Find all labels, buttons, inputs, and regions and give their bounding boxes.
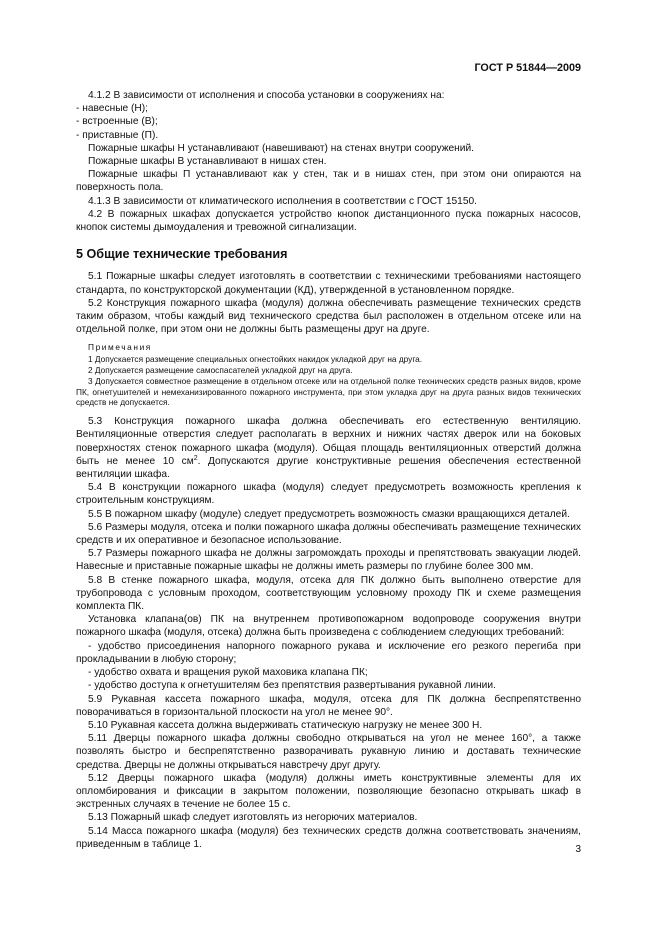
paragraph: 5.14 Масса пожарного шкафа (модуля) без технических средств должна соответствовать значениям, приведенным в таблице 1. — [76, 825, 581, 850]
paragraph: Установка клапана(ов) ПК на внутреннем противопожарном водопроводе сооружения внутри пожарного шкафа (модуля, отсека) должна быть произведена с соблюдением следующих требований: — [76, 614, 581, 639]
list-item: - удобство присоединения напорного пожарного рукава и исключение его резкого перегиба при прокладывании в любую сторону; — [76, 640, 581, 665]
paragraph: 5.10 Рукавная кассета должна выдерживать статическую нагрузку не менее 300 Н. — [88, 719, 483, 731]
document-header: ГОСТ Р 51844—2009 — [474, 62, 581, 74]
page-number: 3 — [575, 844, 581, 855]
paragraph: 5.7 Размеры пожарного шкафа не должны загромождать проходы и препятствовать эвакуации людей. Навесные и приставные пожарные шкафы не должны иметь размеры по глубине более 300 мм. — [76, 548, 581, 573]
paragraph-5-3 — [76, 415, 581, 481]
notes-title: Примечания — [88, 342, 152, 353]
note-item: 1 Допускается размещение специальных огнестойких накидок укладкой друг на друга. — [88, 354, 423, 365]
paragraph: 4.1.3 В зависимости от климатического исполнения в соответствии с ГОСТ 15150. — [88, 195, 477, 207]
list-item: - встроенные (В); — [76, 116, 158, 128]
clause-4-list — [76, 89, 581, 234]
paragraph: 5.11 Дверцы пожарного шкафа должны свободно открываться на угол не менее 160°, а также позволять быстро и беспрепятственно разворачивать рукавную линию и доставать технические средства. Дверцы не должны открываться навстречу друг другу. — [76, 733, 581, 771]
paragraph: 5.4 В конструкции пожарного шкафа (модуля) следует предусмотреть возможность крепления к строительным конструкциям. — [76, 482, 581, 507]
paragraph: 5.12 Дверцы пожарного шкафа (модуля) должны иметь конструктивные элементы для их опломбирования и фиксации в закрытом положении, позволяющие безопасно открывать шкаф в экстренных случаях в течение не более 15 с. — [76, 772, 581, 811]
paragraph: 4.2 В пожарных шкафах допускается устройство кнопок дистанционного пуска пожарных насосов, кнопок системы дымоудаления и тревожной сигнализации. — [76, 208, 581, 234]
list-item: - удобство доступа к огнетушителям без препятствия развертывания рукавной линии. — [88, 680, 496, 692]
paragraph: Пожарные шкафы Н устанавливают (навешивают) на стенах внутри сооружений. — [88, 142, 475, 154]
paragraph: 5.6 Размеры модуля, отсека и полки пожарного шкафа должны обеспечивать размещение технических средств и их оперативное и безопасное использование. — [76, 521, 581, 547]
list-item: - навесные (Н); — [76, 103, 148, 115]
note-item: 3 Допускается совместное размещение в отдельном отсеке или на отдельной полке технических средств разных видов, кроме ПК, огнетушителей и немеханизированного пожарного инструмента, при этом укладка друг на друга разных видов технических средств не допускается. — [76, 375, 581, 408]
paragraph: 5.5 В пожарном шкафу (модуле) следует предусмотреть возможность смазки вращающихся деталей. — [88, 508, 570, 520]
paragraph: 5.2 Конструкция пожарного шкафа (модуля) должна обеспечивать размещение технических средств таким образом, чтобы каждый вид технического средства был расположен в отдельном отсеке или на отдельной полке, при этом они не должны быть размещены друг на друге. — [76, 297, 581, 336]
paragraph-text: . Допускаются другие конструктивные решения обеспечения естественной вентиляции шкафа. — [76, 455, 581, 481]
list-item: - приставные (П). — [76, 129, 159, 141]
list-item: - удобство охвата и вращения рукой маховика клапана ПК; — [88, 667, 368, 679]
superscript: 2 — [193, 454, 198, 462]
paragraph: 4.1.2 В зависимости от исполнения и способа установки в сооружениях на: — [88, 90, 445, 101]
notes-block — [76, 342, 581, 408]
section-title: 5 Общие технические требования — [76, 247, 288, 262]
note-item: 2 Допускается размещение самоспасателей укладкой друг на друга. — [88, 365, 353, 376]
paragraph: Пожарные шкафы В устанавливают в нишах стен. — [88, 156, 327, 168]
paragraph-text: 5.3 Конструкция пожарного шкафа должна обеспечивать его естественную вентиляцию. Вентиляционные отверстия следует располагать в верхних и нижних частях дверок или на боковых поверхностях стенок пожарного шкафа (модуля). Общая площадь вентиляционных отверстий должна быть не менее 10 см — [76, 416, 581, 467]
paragraph: 5.8 В стенке пожарного шкафа, модуля, отсека для ПК должно быть выполнено отверстие для трубопровода с условным проходом, соответствующим условному проходу ПК и схеме размещения комплекта ПК. — [76, 574, 581, 613]
paragraph: 5.1 Пожарные шкафы следует изготовлять в соответствии с техническими требованиями настоящего стандарта, по конструкторской документации (КД), утвержденной в установленном порядке. — [76, 271, 581, 296]
paragraph: 5.9 Рукавная кассета пожарного шкафа, модуля, отсека для ПК должна беспрепятственно поворачиваться в горизонтальной плоскости на угол не менее 90°. — [76, 693, 581, 718]
paragraph: 5.13 Пожарный шкаф следует изготовлять из негорючих материалов. — [88, 812, 418, 824]
paragraph: Пожарные шкафы П устанавливают как у стен, так и в нишах стен, при этом они опираются на поверхность пола. — [76, 169, 581, 194]
